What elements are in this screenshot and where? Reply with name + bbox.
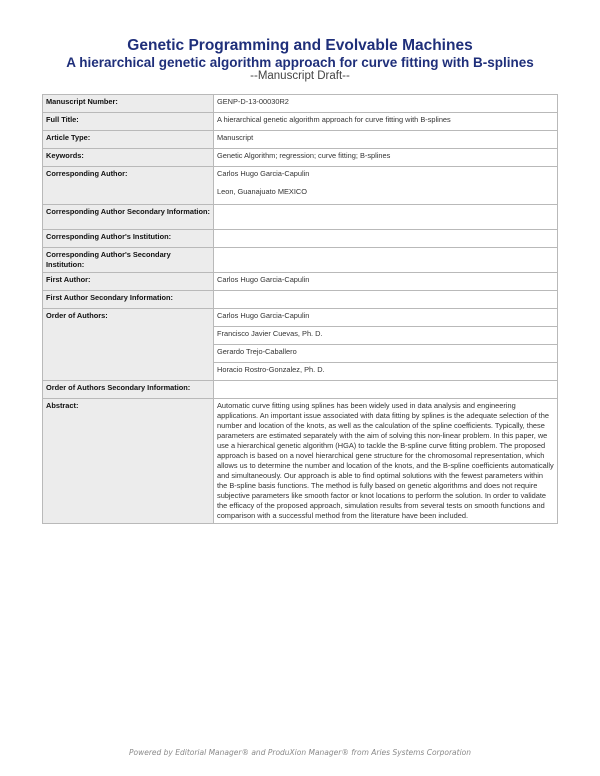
corresponding-secondary-info-label: Corresponding Author Secondary Information:	[43, 205, 214, 230]
keywords-label: Keywords:	[43, 149, 214, 167]
author-list-item: Francisco Javier Cuevas, Ph. D.	[214, 327, 558, 345]
order-of-authors-label: Order of Authors:	[43, 309, 214, 381]
manuscript-number-value: GENP-D-13-00030R2	[214, 95, 558, 113]
table-row	[43, 291, 558, 309]
draft-label: --Manuscript Draft--	[250, 70, 350, 82]
abstract-label: Abstract:	[43, 399, 214, 524]
author-list-item: Gerardo Trejo-Caballero	[214, 345, 558, 363]
abstract-text: Automatic curve fitting using splines has been widely used in data analysis and engineering applications. An important issue associated with data fitting by splines is the adequate selection of the number and location of the knots, as well as the calculation of the spline coefficients. Typically, these parameters are estimated separately with the aim of solving this non-linear problem. In this paper, we use a hierarchical genetic algorithm (HGA) to tackle the B-spline curve fitting problem. The proposed approach is based on a novel hierarchical gene structure for the chromosomal representation, which allows us to determine the number and location of the knots, and the B-spline coefficients automatically and simultaneously. Our approach is able to find optimal solutions with the fewest parameters within the B-spline basis functions. The method is fully based on genetic algorithms and does not require subjective parameters like smooth factor or knot locations to perform the solution. In order to validate the efficacy of the proposed approach, simulation results from several tests on smooth functions and comparison with a successful method from the literature have been included.	[214, 399, 558, 524]
article-type-label: Article Type:	[43, 131, 214, 149]
order-secondary-value	[214, 381, 558, 399]
table-row	[43, 95, 558, 113]
first-author-secondary-value	[214, 291, 558, 309]
corresponding-secondary-info-value	[214, 205, 558, 230]
table-row	[43, 167, 558, 205]
corresponding-secondary-institution-value	[214, 248, 558, 273]
table-row	[43, 131, 558, 149]
table-row	[43, 230, 558, 248]
corresponding-institution-value	[214, 230, 558, 248]
table-row	[43, 113, 558, 131]
corresponding-author-location: Leon, Guanajuato MEXICO	[217, 187, 307, 196]
table-row	[43, 205, 558, 230]
journal-title: Genetic Programming and Evolvable Machines	[127, 37, 473, 54]
full-title-value: A hierarchical genetic algorithm approach for curve fitting with B-splines	[214, 113, 558, 131]
table-row	[43, 273, 558, 291]
manuscript-metadata-table	[42, 94, 558, 524]
corresponding-institution-label: Corresponding Author's Institution:	[43, 230, 214, 248]
table-row	[43, 248, 558, 273]
author-list-item: Horacio Rostro-Gonzalez, Ph. D.	[214, 363, 558, 381]
order-secondary-label: Order of Authors Secondary Information:	[43, 381, 214, 399]
table-row	[43, 399, 558, 524]
keywords-value: Genetic Algorithm; regression; curve fitting; B-splines	[214, 149, 558, 167]
first-author-label: First Author:	[43, 273, 214, 291]
author-list-item: Carlos Hugo Garcia-Capulin	[214, 309, 558, 327]
full-title-label: Full Title:	[43, 113, 214, 131]
footer-credit: Powered by Editorial Manager® and ProduXion Manager® from Aries Systems Corporation	[128, 748, 472, 757]
document-header	[0, 36, 600, 82]
article-type-value: Manuscript	[214, 131, 558, 149]
first-author-value: Carlos Hugo Garcia-Capulin	[214, 273, 558, 291]
paper-title: A hierarchical genetic algorithm approach for curve fitting with B-splines	[66, 55, 534, 70]
corresponding-author-label: Corresponding Author:	[43, 167, 214, 205]
corresponding-author-name: Carlos Hugo Garcia-Capulin	[217, 169, 310, 178]
corresponding-author-value	[214, 167, 558, 205]
table-row	[43, 381, 558, 399]
table-row	[43, 149, 558, 167]
corresponding-secondary-institution-label: Corresponding Author's Secondary Institution:	[43, 248, 214, 273]
first-author-secondary-label: First Author Secondary Information:	[43, 291, 214, 309]
manuscript-number-label: Manuscript Number:	[43, 95, 214, 113]
table-row	[43, 309, 558, 327]
